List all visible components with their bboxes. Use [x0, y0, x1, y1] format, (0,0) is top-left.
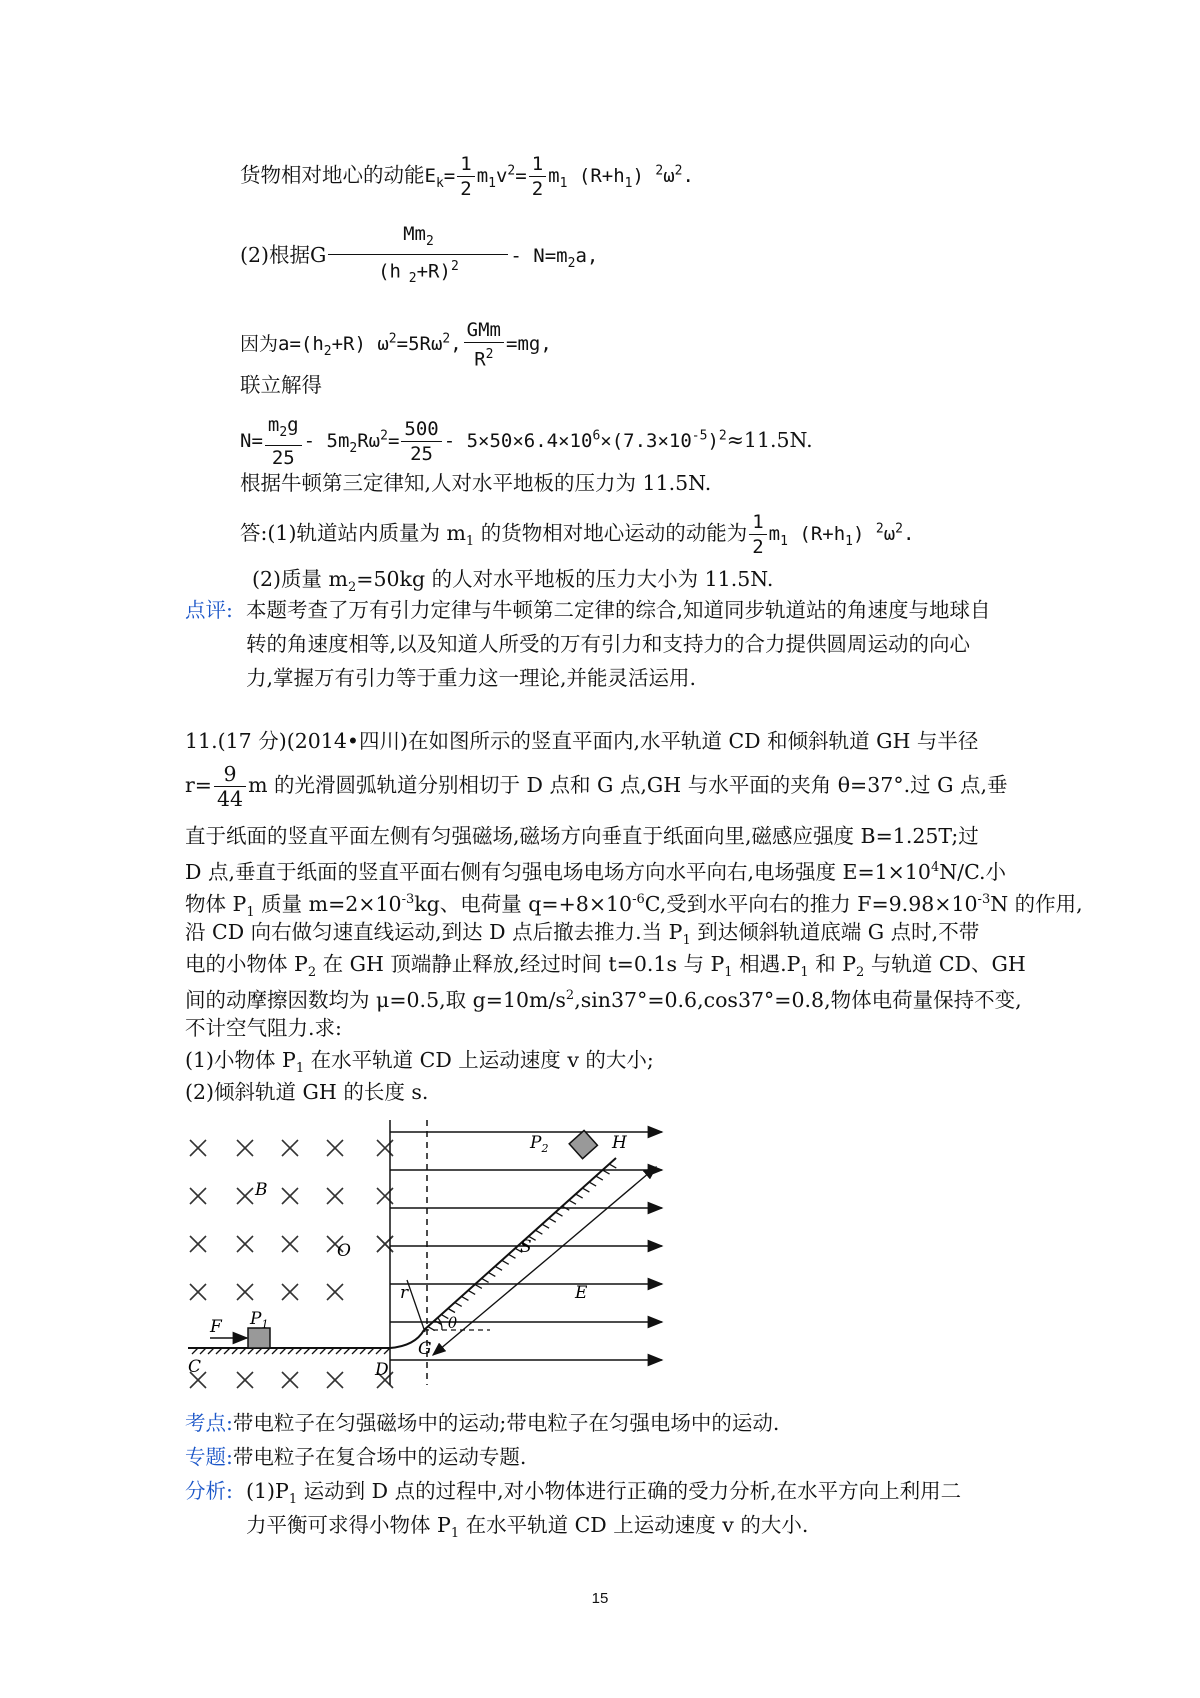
- label-o: O: [337, 1241, 351, 1261]
- t: +R) ω: [331, 333, 389, 356]
- t: 因为a=(h: [240, 333, 324, 356]
- hatch-mark: [488, 1272, 495, 1276]
- t: (h: [378, 260, 401, 283]
- t: 2: [380, 428, 388, 444]
- hatch-mark: [495, 1266, 502, 1270]
- sol-combine: 联立解得: [240, 373, 322, 397]
- t: .: [902, 523, 915, 545]
- kaodian: [185, 1410, 779, 1436]
- label-p2: [529, 1133, 548, 1155]
- q11-sub-question-2: (2)倾斜轨道 GH 的长度 s.: [185, 1080, 429, 1104]
- hatch-mark: [556, 1212, 563, 1216]
- fraction: [457, 152, 474, 201]
- t: ,sin37°=0.6,cos37°=0.8,物体电荷量保持不变,: [574, 987, 1022, 1012]
- t: E: [424, 165, 436, 187]
- t: ): [707, 429, 719, 452]
- t: v: [495, 165, 508, 187]
- fenxi-label: 分析:: [185, 1479, 233, 1503]
- t: ,: [450, 333, 462, 356]
- zhuanti: [185, 1444, 526, 1470]
- fraction: [401, 417, 441, 466]
- t: 2: [718, 428, 727, 444]
- t: 2: [408, 270, 417, 286]
- t: P: [250, 1309, 262, 1329]
- t: 1: [529, 152, 546, 177]
- t: 运动到 D 点的过程中,对小物体进行正确的受力分析,在水平方向上利用二: [297, 1479, 962, 1503]
- t: 2: [442, 331, 451, 347]
- answer-2: [252, 566, 773, 601]
- q11-line-6: [185, 919, 979, 954]
- math: [326, 223, 599, 286]
- t: 1: [749, 510, 766, 535]
- t: 1: [246, 904, 255, 920]
- label-p1: [249, 1309, 268, 1331]
- t: 2: [279, 424, 288, 440]
- t: 2: [485, 347, 494, 362]
- q11-line-1: 11.(17 分)(2014•四川)在如图所示的竖直平面内,水平轨道 CD 和倾斜轨道 GH 与半径: [185, 729, 979, 753]
- t: [265, 413, 302, 446]
- t: =mg,: [506, 333, 552, 356]
- fraction: [265, 413, 302, 470]
- text: 货物相对地心的动能: [240, 163, 425, 187]
- t: 2: [460, 178, 472, 200]
- t: 1: [295, 1061, 305, 1077]
- hatch-mark: [508, 1254, 515, 1258]
- t: - 5m: [303, 429, 350, 452]
- t: 2: [349, 440, 358, 456]
- t: -6: [632, 892, 645, 907]
- t: -3: [977, 892, 991, 907]
- length-s-arrow: [552, 1167, 656, 1255]
- t: 1: [288, 1492, 298, 1508]
- sol-ek-line: [240, 152, 694, 201]
- t: N=: [240, 429, 263, 452]
- zhuanti-label: 专题:: [185, 1445, 233, 1469]
- review-line-2: 转的角速度相等,以及知道人所受的万有引力和支持力的合力提供圆周运动的向心: [246, 632, 971, 656]
- hatch-mark: [542, 1224, 549, 1228]
- label-d: D: [375, 1360, 389, 1380]
- t: ×(7.3×10: [600, 429, 692, 452]
- t: [464, 343, 504, 371]
- t: 在 GH 顶端静止释放,经过时间 t=0.1s 与 P: [316, 952, 725, 976]
- t: [328, 255, 508, 291]
- t: (1)P: [246, 1479, 289, 1503]
- t: - N=m: [510, 244, 568, 267]
- t: 2: [388, 331, 397, 347]
- t: 2: [895, 521, 903, 537]
- review-label: 点评:: [185, 598, 233, 622]
- t: 1: [682, 933, 691, 949]
- t: 9: [214, 762, 246, 787]
- fraction: [328, 222, 508, 291]
- t: 间的动摩擦因数均为 μ=0.5,取 g=10m/s: [185, 987, 566, 1012]
- t: 1: [559, 175, 568, 191]
- fraction: [464, 318, 504, 371]
- t: 4: [930, 860, 940, 875]
- t: (R+h: [799, 523, 846, 545]
- label-r: r: [400, 1283, 409, 1303]
- t: 力平衡可求得小物体 P: [246, 1513, 451, 1537]
- t: r=: [185, 773, 212, 797]
- t: 1: [465, 534, 475, 550]
- t: Mm: [403, 223, 426, 245]
- hatch-mark: [596, 1176, 603, 1180]
- hatch-mark: [455, 1302, 462, 1306]
- t: 2: [531, 178, 544, 200]
- label-f: F: [210, 1317, 222, 1337]
- t: 2: [875, 521, 884, 537]
- t: 物体 P: [185, 891, 247, 916]
- horizontal-track-cd: [188, 1348, 390, 1354]
- hatch-mark: [569, 1200, 576, 1204]
- t: =50kg 的人对水平地板的压力大小为 11.5N.: [356, 567, 774, 591]
- t: =: [515, 165, 527, 187]
- t: kg、电荷量 q=+8×10: [414, 891, 633, 916]
- t: 2: [348, 580, 357, 596]
- t: m: [267, 414, 280, 436]
- t: 沿 CD 向右做匀速直线运动,到达 D 点后撤去推力.当 P: [185, 920, 683, 944]
- fraction: [529, 152, 546, 201]
- math: [240, 414, 727, 469]
- fraction: [214, 762, 246, 811]
- t: 与轨道 CD、GH: [864, 952, 1026, 976]
- label-b: B: [255, 1180, 268, 1200]
- t: 1: [450, 1526, 460, 1542]
- t: 2: [307, 965, 317, 981]
- hatch-mark: [589, 1182, 596, 1186]
- label-c: C: [188, 1357, 202, 1377]
- q11-line-4: [185, 855, 1006, 885]
- hatch-mark: [475, 1284, 482, 1288]
- t: N/C.小: [939, 859, 1007, 884]
- t: .: [682, 165, 694, 187]
- q11-line-2: [185, 762, 1008, 811]
- math: [240, 319, 552, 371]
- t: N 的作用,: [990, 891, 1083, 916]
- t: m: [476, 165, 489, 187]
- t: Rω: [357, 429, 381, 452]
- t: m 的光滑圆弧轨道分别相切于 D 点和 G 点,GH 与水平面的夹角 θ=37°.过 G 点,垂: [248, 773, 1008, 797]
- q11-line-7: [185, 951, 1026, 986]
- t: ): [632, 165, 656, 187]
- t: 1: [624, 175, 633, 191]
- q11-sub-question-1: [185, 1047, 654, 1082]
- fraction: [749, 510, 766, 559]
- t: GMm: [464, 318, 504, 343]
- t: (2)质量 m: [252, 567, 348, 591]
- t: +R): [416, 260, 451, 283]
- t: 的货物相对地心运动的动能为: [474, 521, 748, 545]
- label-s: S: [520, 1237, 532, 1257]
- kaodian-label: 考点:: [185, 1411, 233, 1435]
- block-p1: [248, 1328, 270, 1348]
- t: 500: [401, 417, 441, 442]
- t: 在水平轨道 CD 上运动速度 v 的大小.: [459, 1513, 809, 1537]
- label-theta: θ: [448, 1314, 458, 1332]
- t: (1)小物体 P: [185, 1048, 296, 1072]
- physics-figure: [180, 1110, 780, 1400]
- t: 2: [541, 1142, 549, 1155]
- t: 44: [216, 787, 244, 811]
- t: 2: [655, 163, 664, 179]
- t: 2: [507, 163, 516, 179]
- t: g: [287, 414, 299, 436]
- t: 和 P: [808, 952, 857, 976]
- t: ω: [663, 165, 675, 187]
- t: (R+h: [578, 165, 625, 187]
- q11-line-3: 直于纸面的竖直平面左侧有匀强磁场,磁场方向垂直于纸面向里,磁感应强度 B=1.25T;过: [185, 824, 979, 848]
- t: - 5×50×6.4×10: [443, 429, 593, 452]
- zhuanti-text: 带电粒子在复合场中的运动专题.: [232, 1445, 527, 1469]
- t: 2: [425, 233, 434, 249]
- t: 答:(1)轨道站内质量为 m: [240, 521, 466, 545]
- hatch-mark: [448, 1309, 455, 1313]
- t: 2: [567, 255, 576, 271]
- t: 2: [323, 343, 332, 359]
- t: 1: [724, 965, 733, 981]
- hatch-mark: [468, 1290, 475, 1294]
- t: 2: [565, 988, 575, 1003]
- t: k: [435, 175, 444, 191]
- review-line-1: 本题考查了万有引力定律与牛顿第二定律的综合,知道同步轨道站的角速度与地球自: [246, 598, 991, 622]
- t: =: [387, 429, 400, 452]
- q11-line-9: 不计空气阻力.求:: [185, 1016, 342, 1040]
- t: R: [474, 348, 486, 371]
- kaodian-text: 带电粒子在匀强磁场中的运动;带电粒子在匀强电场中的运动.: [232, 1411, 780, 1435]
- t: (2)根据G: [240, 242, 327, 267]
- sol-result-line: [240, 413, 813, 470]
- t: 2: [856, 965, 865, 981]
- t: 25: [271, 446, 295, 469]
- t: ): [852, 523, 876, 545]
- hatch-mark: [549, 1218, 556, 1222]
- t: P: [530, 1133, 542, 1153]
- hatch-mark: [461, 1296, 468, 1300]
- t: 2: [450, 258, 459, 274]
- hatch-mark: [582, 1188, 589, 1192]
- t: 相遇.P: [732, 952, 801, 976]
- t: 6: [592, 428, 601, 444]
- block-p2: [569, 1130, 597, 1158]
- page-number: 15: [591, 1590, 609, 1607]
- t: -5: [691, 428, 708, 444]
- t: 1: [488, 175, 496, 191]
- fenxi-line-1: [246, 1478, 961, 1513]
- review-line-3: 力,掌握万有引力等于重力这一理论,并能灵活运用.: [246, 666, 697, 690]
- hatch-mark: [535, 1230, 542, 1234]
- label-e: E: [575, 1283, 588, 1303]
- t: 1: [457, 152, 474, 177]
- t: D 点,垂直于纸面的竖直平面右侧有匀强电场电场方向水平向右,电场强度 E=1×10: [185, 859, 931, 884]
- t: ω: [883, 523, 896, 545]
- t: 在水平轨道 CD 上运动速度 v 的大小;: [304, 1048, 654, 1072]
- t: [328, 222, 508, 255]
- label-g: G: [418, 1339, 432, 1359]
- hatch-mark: [576, 1194, 583, 1198]
- fenxi-line-2: [246, 1512, 808, 1547]
- t: ≈11.5N.: [726, 427, 813, 452]
- t: m: [548, 165, 560, 187]
- t: 2: [752, 536, 764, 558]
- t: 1: [780, 533, 788, 549]
- sol-accel-line: [240, 318, 552, 371]
- t: 1: [261, 1318, 269, 1331]
- sol-third-law: 根据牛顿第三定律知,人对水平地板的压力为 11.5N.: [240, 471, 712, 495]
- t: C,受到水平向右的推力 F=9.98×10: [644, 891, 978, 916]
- t: 1: [845, 533, 853, 549]
- t: =5Rω: [396, 333, 443, 356]
- sol-newton-line: [240, 222, 598, 291]
- q11-line-8: [185, 983, 1022, 1013]
- math: [747, 511, 915, 558]
- hatch-mark: [482, 1278, 489, 1282]
- hatch-mark: [502, 1260, 509, 1264]
- t: 25: [410, 442, 433, 465]
- answer-1: [240, 510, 914, 559]
- t: =: [443, 165, 456, 187]
- hatch-mark: [609, 1164, 616, 1168]
- t: m: [768, 523, 781, 545]
- t: 质量 m=2×10: [254, 891, 402, 916]
- t: -3: [401, 892, 415, 907]
- t: 2: [674, 163, 683, 179]
- t: 到达倾斜轨道底端 G 点时,不带: [690, 920, 980, 944]
- t: 1: [800, 965, 809, 981]
- math-ek: [424, 153, 694, 200]
- radius-line: [407, 1280, 425, 1332]
- t: 电的小物体 P: [185, 952, 308, 976]
- label-h: H: [612, 1133, 627, 1153]
- t: a,: [575, 244, 599, 267]
